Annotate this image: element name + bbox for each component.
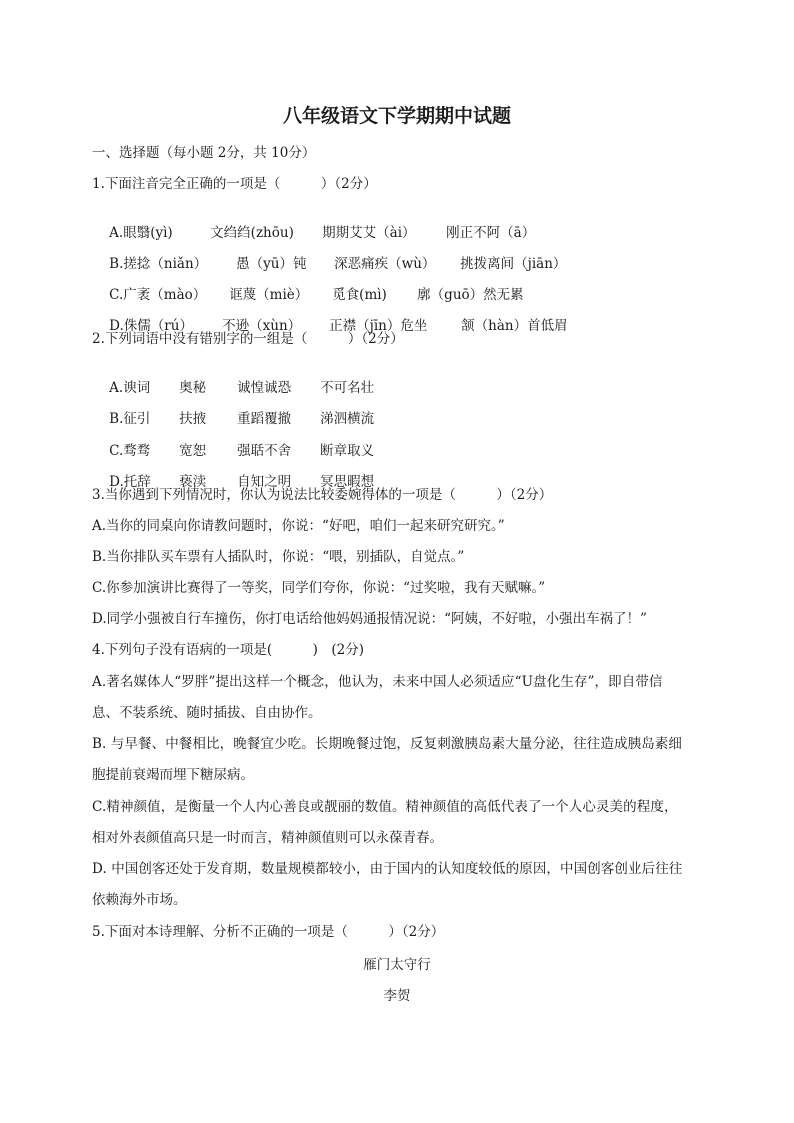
option-item: B.搓捻（niǎn）	[109, 256, 208, 272]
option-item: 不可名壮	[320, 380, 375, 396]
poem-title: 雁门太守行	[363, 957, 431, 973]
question-4-option-b-line-2: 胞提前衰竭而埋下糖尿病。	[92, 767, 254, 783]
option-item: C.骛骛	[109, 443, 151, 459]
option-item: 挑拨离间（jiān）	[460, 256, 567, 272]
option-item: 期期艾艾（ài）	[322, 225, 416, 241]
option-item: 自知之明	[237, 474, 292, 490]
option-item: 正襟（jīn）危坐	[329, 318, 428, 334]
option-item: D.托辞	[109, 474, 151, 490]
option-item: 颔（hàn）首低眉	[461, 318, 568, 334]
question-3-option-b: B.当你排队买车票有人插队时，你说：“喂，别插队，自觉点。”	[92, 549, 465, 565]
question-1-stem: 1.下面注音完全正确的一项是（ ）（2分）	[92, 176, 377, 192]
option-item: 诓蔑（miè）	[229, 287, 309, 303]
option-item: 涕泗横流	[320, 411, 375, 427]
poem-author: 李贺	[383, 988, 411, 1004]
option-item: B.征引	[109, 411, 151, 427]
question-3-option-c: C.你参加演讲比赛得了一等奖，同学们夸你，你说：“过奖啦，我有天赋嘛。”	[92, 580, 546, 596]
option-item: C.广袤（mào）	[109, 287, 207, 303]
option-item: 不逊（xùn）	[222, 318, 302, 334]
question-5-stem: 5.下面对本诗理解、分析不正确的一项是（ ）（2分）	[92, 924, 445, 940]
option-item: 文绉绉(zhōu)	[210, 225, 294, 241]
option-item: 强聒不舍	[237, 443, 292, 459]
option-item: 重蹈覆撤	[237, 411, 292, 427]
question-4-option-d-line-2: 依赖海外市场。	[92, 892, 187, 908]
question-4-option-b-line-1: B. 与早餐、中餐相比，晚餐宜少吃。长期晚餐过饱，反复刺激胰岛素大量分泌，往往造成胰岛素细	[92, 736, 683, 752]
question-3-option-d: D.同学小强被自行车撞伤，你打电话给他妈妈通报情况说：“阿姨，不好啦，小强出车祸了！”	[92, 611, 647, 627]
option-item: 廓（guō）然无累	[417, 287, 524, 303]
page-title: 八年级语文下学期期中试题	[282, 105, 511, 127]
option-item: 觅食(mì)	[332, 287, 387, 303]
question-4-option-a-line-1: A.著名媒体人“罗胖”提出这样一个概念，他认为，未来中国人必须适应“U盘化生存”，即自带信	[92, 674, 663, 690]
question-4-option-d-line-1: D. 中国创客还处于发育期，数量规模都较小，由于国内的认知度较低的原因，中国创客创业后往往	[92, 861, 683, 877]
question-2-stem: 2.下列词语中没有错别字的一组是（ ）（2分）	[92, 331, 404, 347]
question-3-stem: 3.当你遇到下列情况时，你认为说法比较委婉得体的一项是（ ）（2分）	[92, 487, 553, 503]
question-4-option-c-line-2: 相对外表颜值高只是一时而言，精神颜值则可以永葆青春。	[92, 830, 443, 846]
option-item: 深恶痛疾（wù）	[334, 256, 436, 272]
question-4-option-c-line-1: C.精神颜值，是衡量一个人内心善良或靓丽的数值。精神颜值的高低代表了一个人心灵美的程度，	[92, 799, 678, 815]
option-item: 奥秘	[179, 380, 207, 396]
option-item: 诚惶诚恐	[237, 380, 292, 396]
option-item: 断章取义	[320, 443, 375, 459]
option-item: 刚正不阿（ā）	[446, 225, 536, 241]
option-item: 愚（yū）钝	[236, 256, 307, 272]
option-item: D.侏儒（rú）	[109, 318, 193, 334]
question-4-option-a-line-2: 息、不装系统、随时插拔、自由协作。	[92, 705, 322, 721]
question-3-option-a: A.当你的同桌向你请教问题时，你说：“好吧，咱们一起来研究研究。”	[92, 518, 505, 534]
question-4-stem: 4.下列句子没有语病的一项是( ) (2分)	[92, 642, 365, 658]
option-item: 扶掖	[179, 411, 207, 427]
option-item: 冥思暇想	[320, 474, 375, 490]
option-item: A.谀词	[109, 380, 151, 396]
option-item: 亵渎	[179, 474, 207, 490]
section-heading: 一、选择题（每小题 2分，共 10分）	[92, 145, 316, 161]
option-item: 宽恕	[179, 443, 207, 459]
option-item: A.眼翳(yì)	[109, 225, 173, 241]
